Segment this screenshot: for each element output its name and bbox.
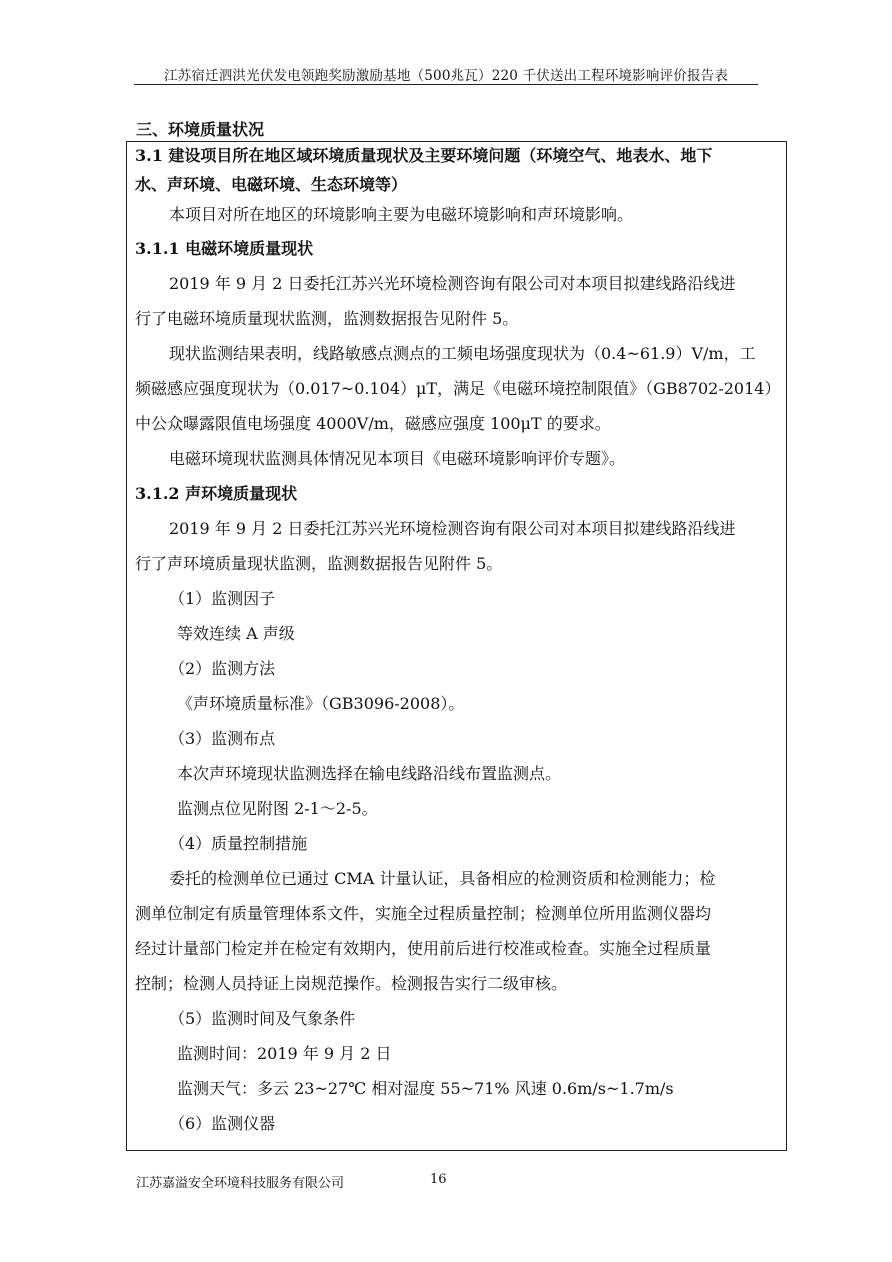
paragraph-line: 2019 年 9 月 2 日委托江苏兴光环境检测咨询有限公司对本项目拟建线路沿线进 — [169, 519, 736, 538]
list-heading: （5）监测时间及气象条件 — [169, 1009, 356, 1028]
footer-company: 江苏嘉溢安全环境科技服务有限公司 — [136, 1176, 345, 1191]
paragraph-line: 监测天气：多云 23~27℃ 相对湿度 55~71% 风速 0.6m/s~1.7m/s — [177, 1079, 674, 1098]
paragraph-line: 控制；检测人员持证上岗规范操作。检测报告实行二级审核。 — [135, 974, 568, 993]
list-heading: （6）监测仪器 — [169, 1114, 276, 1133]
section-title: 三、环境质量状况 — [136, 120, 265, 139]
page-header: 江苏宿迁泗洪光伏发电领跑奖励激励基地（500兆瓦）220 千伏送出工程环境影响评价报告表 — [163, 68, 729, 84]
subsection-heading: 3.1 建设项目所在地区域环境质量现状及主要环境问题（环境空气、地表水、地下 — [135, 146, 713, 165]
paragraph-line: 监测时间：2019 年 9 月 2 日 — [177, 1044, 392, 1063]
heading-electromagnetic: 3.1.1 电磁环境质量现状 — [135, 239, 314, 258]
list-heading: （4）质量控制措施 — [169, 834, 308, 853]
header-rule — [134, 84, 758, 85]
paragraph-line: 中公众曝露限值电场强度 4000V/m，磁感应强度 100μT 的要求。 — [135, 414, 611, 433]
heading-acoustic: 3.1.2 声环境质量现状 — [135, 484, 298, 503]
subsection-heading-cont: 水、声环境、电磁环境、生态环境等） — [135, 175, 408, 194]
list-heading: （1）监测因子 — [169, 589, 276, 608]
paragraph-line: 现状监测结果表明，线路敏感点测点的工频电场强度现状为（0.4~61.9）V/m，工 — [169, 344, 756, 363]
paragraph-line: 《声环境质量标准》（GB3096-2008）。 — [177, 694, 465, 713]
paragraph-line: 经过计量部门检定并在检定有效期内，使用前后进行校准或检查。实施全过程质量 — [135, 939, 712, 958]
content-box — [126, 141, 787, 1151]
paragraph-line: 等效连续 A 声级 — [177, 624, 295, 643]
paragraph-line: 频磁感应强度现状为（0.017~0.104）μT，满足《电磁环境控制限值》（GB8702-2014） — [135, 379, 781, 398]
paragraph-line: 2019 年 9 月 2 日委托江苏兴光环境检测咨询有限公司对本项目拟建线路沿线进 — [169, 274, 736, 293]
paragraph-line: 本项目对所在地区的环境影响主要为电磁环境影响和声环境影响。 — [169, 205, 634, 224]
paragraph-line: 电磁环境现状监测具体情况见本项目《电磁环境影响评价专题》。 — [169, 449, 626, 468]
paragraph-line: 行了电磁环境质量现状监测，监测数据报告见附件 5。 — [135, 309, 519, 328]
list-heading: （2）监测方法 — [169, 659, 276, 678]
paragraph-line: 测单位制定有质量管理体系文件，实施全过程质量控制；检测单位所用监测仪器均 — [135, 904, 712, 923]
page-number: 16 — [430, 1172, 447, 1187]
paragraph-line: 本次声环境现状监测选择在输电线路沿线布置监测点。 — [177, 764, 562, 783]
paragraph-line: 行了声环境质量现状监测，监测数据报告见附件 5。 — [135, 554, 503, 573]
paragraph-line: 委托的检测单位已通过 CMA 计量认证，具备相应的检测资质和检测能力；检 — [169, 869, 716, 888]
list-heading: （3）监测布点 — [169, 729, 276, 748]
paragraph-line: 监测点位见附图 2-1～2-5。 — [177, 799, 378, 818]
